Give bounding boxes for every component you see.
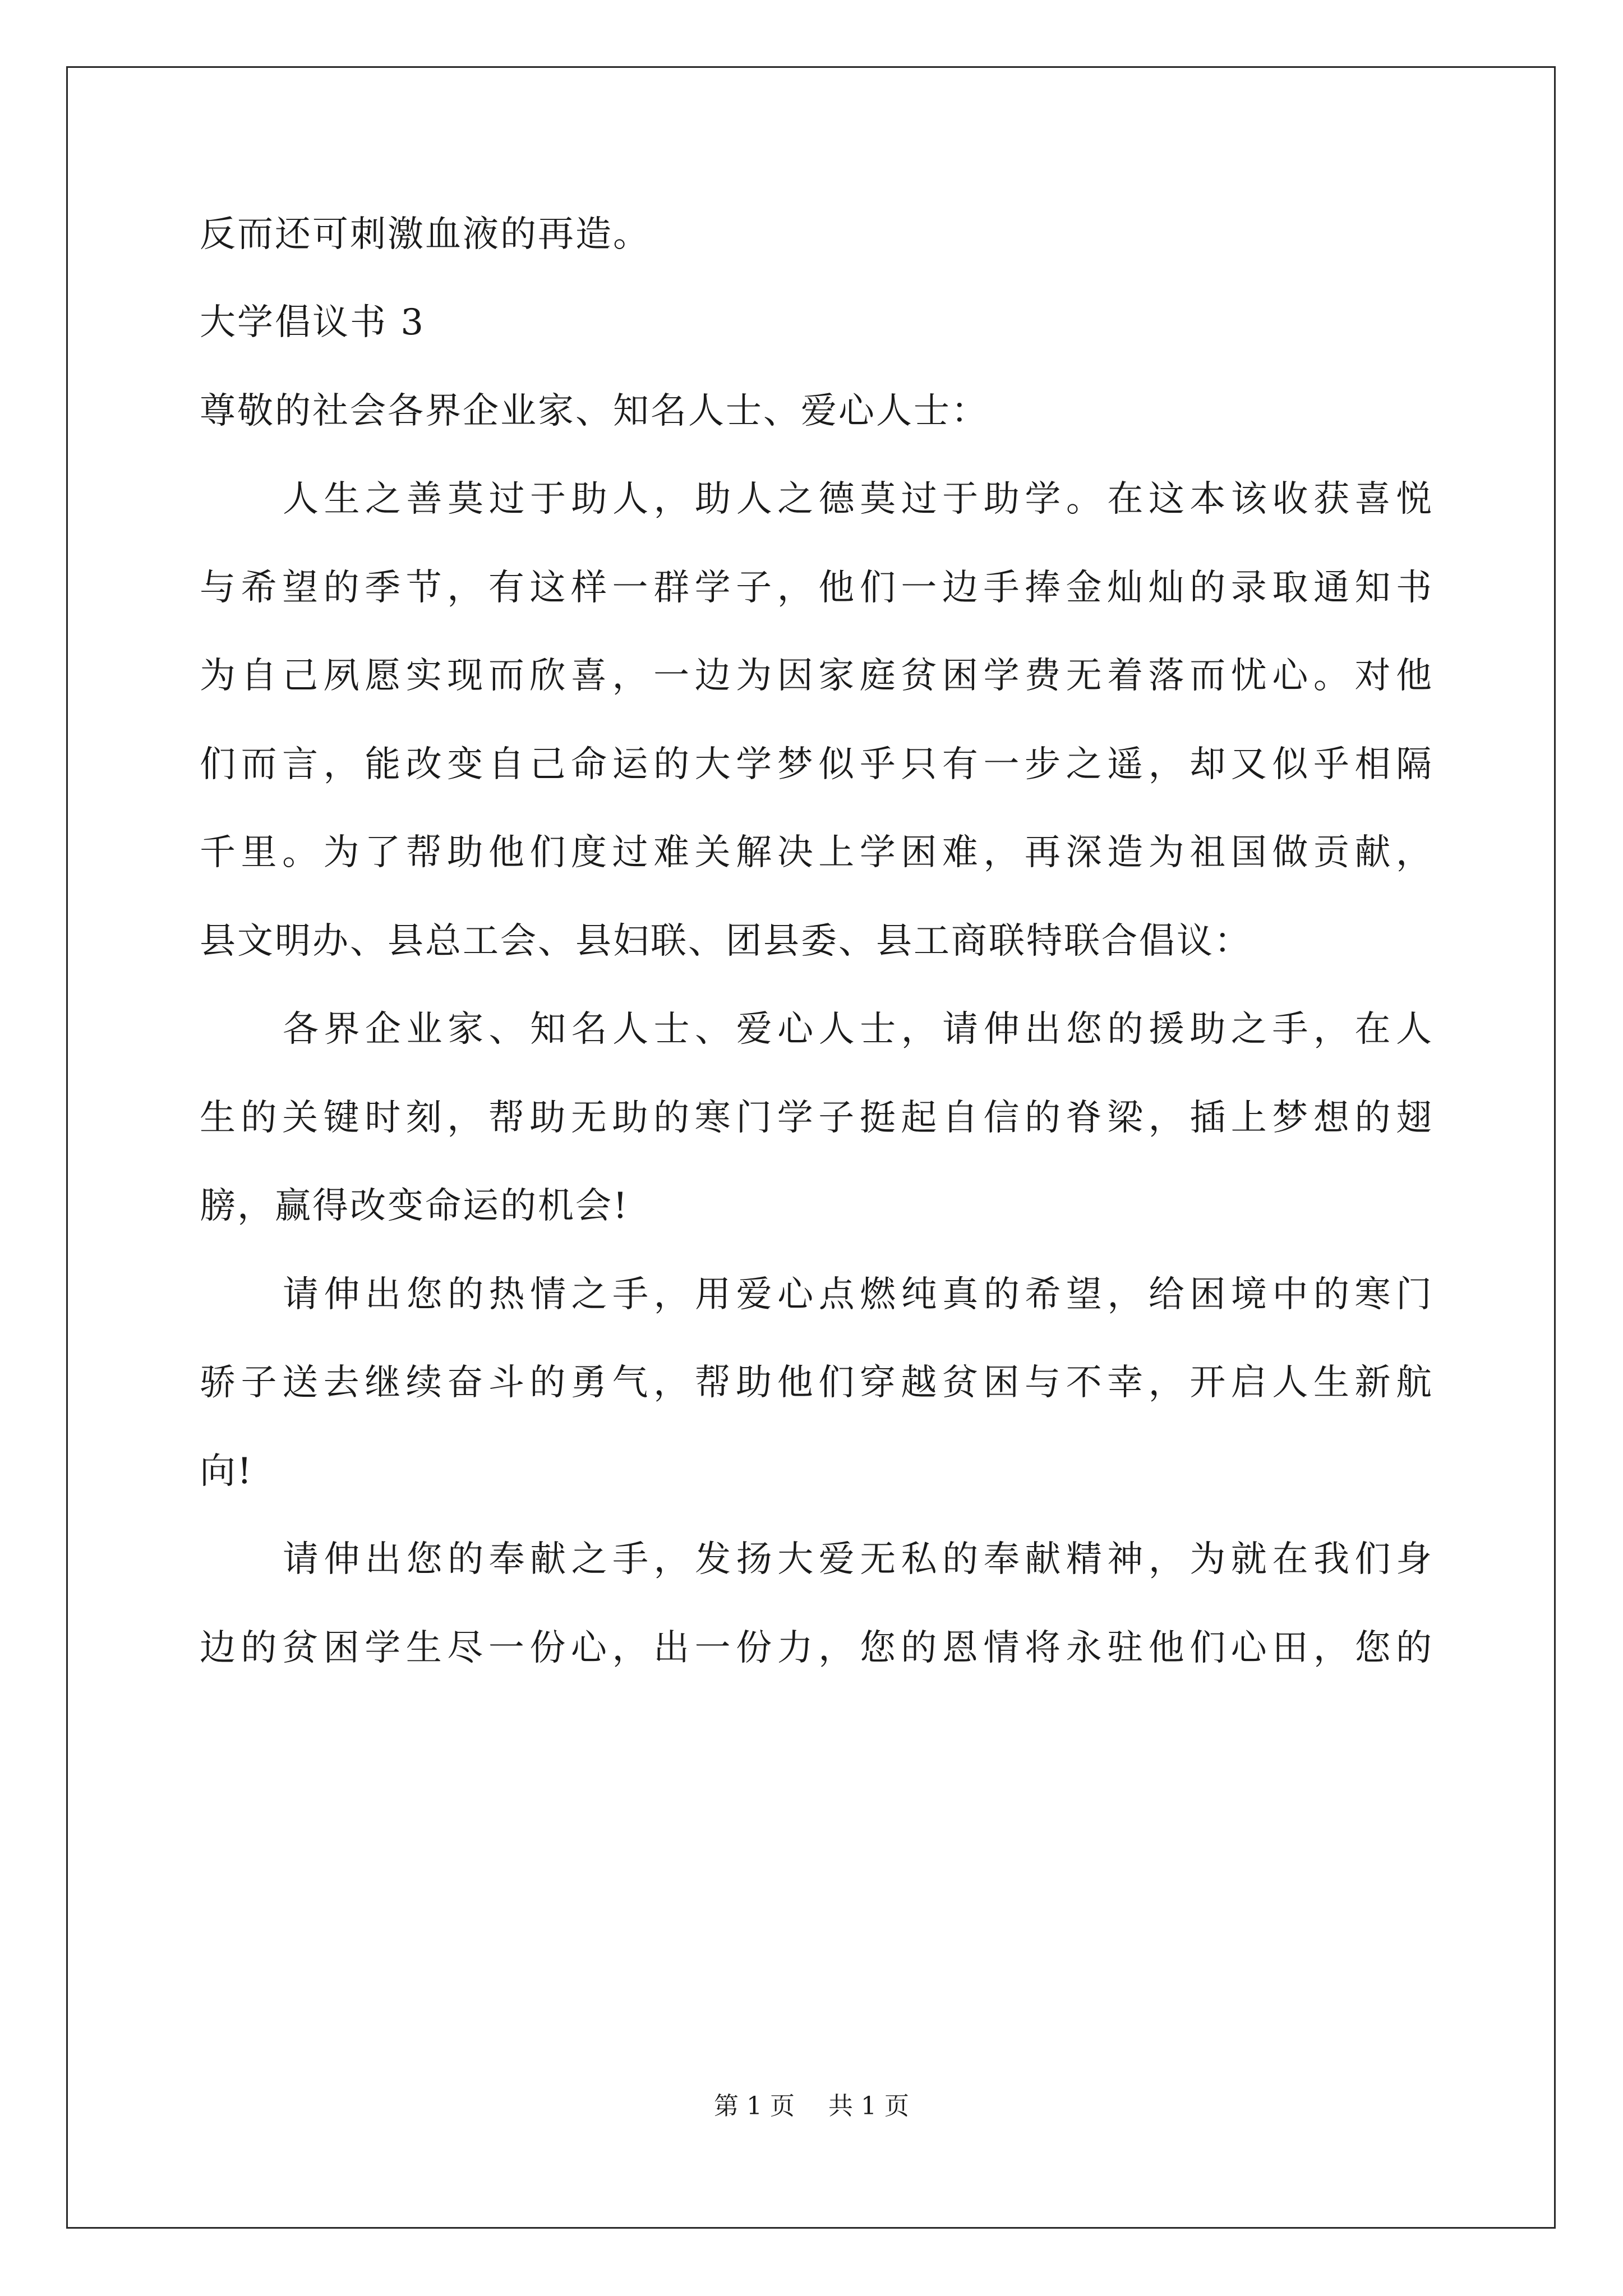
paragraph-line: 请伸出您的热情之手，用爱心点燃纯真的希望，给困境中的寒门 bbox=[283, 1274, 1433, 1315]
paragraph-line: 各界企业家、知名人士、爱心人士，请伸出您的援助之手，在人 bbox=[283, 1009, 1433, 1050]
paragraph-line: 骄子送去继续奋斗的勇气，帮助他们穿越贫困与不幸，开启人生新航 bbox=[200, 1362, 1433, 1404]
page-total: 共 1 页 bbox=[828, 2092, 909, 2120]
paragraph-line: 向! bbox=[200, 1451, 253, 1492]
paragraph-line: 请伸出您的奉献之手，发扬大爱无私的奉献精神，为就在我们身 bbox=[283, 1539, 1433, 1580]
salutation: 尊敬的社会各界企业家、知名人士、爱心人士： bbox=[200, 390, 989, 432]
paragraph-line: 生的关键时刻，帮助无助的寒门学子挺起自信的脊梁，插上梦想的翅 bbox=[200, 1097, 1433, 1139]
paragraph-line: 边的贫困学生尽一份心，出一份力，您的恩情将永驻他们心田，您的 bbox=[200, 1627, 1433, 1669]
paragraph-line: 与希望的季节，有这样一群学子，他们一边手捧金灿灿的录取通知书 bbox=[200, 567, 1433, 609]
paragraph-line: 千里。为了帮助他们度过难关解决上学困难，再深造为祖国做贡献， bbox=[200, 832, 1433, 873]
paragraph-line: 们而言，能改变自己命运的大学梦似乎只有一步之遥，却又似乎相隔 bbox=[200, 744, 1433, 785]
paragraph-line: 人生之善莫过于助人，助人之德莫过于助学。在这本该收获喜悦 bbox=[283, 478, 1433, 520]
page-number: 第 1 页 bbox=[714, 2092, 795, 2120]
section-heading: 大学倡议书 3 bbox=[200, 302, 426, 343]
page-footer bbox=[0, 2090, 1623, 2123]
paragraph-line: 为自己夙愿实现而欣喜，一边为因家庭贫困学费无着落而忧心。对他 bbox=[200, 655, 1433, 697]
paragraph-line: 县文明办、县总工会、县妇联、团县委、县工商联特联合倡议： bbox=[200, 921, 1252, 962]
paragraph-line: 膀，赢得改变命运的机会! bbox=[200, 1185, 629, 1227]
paragraph-line: 反而还可刺激血液的再造。 bbox=[200, 214, 651, 255]
